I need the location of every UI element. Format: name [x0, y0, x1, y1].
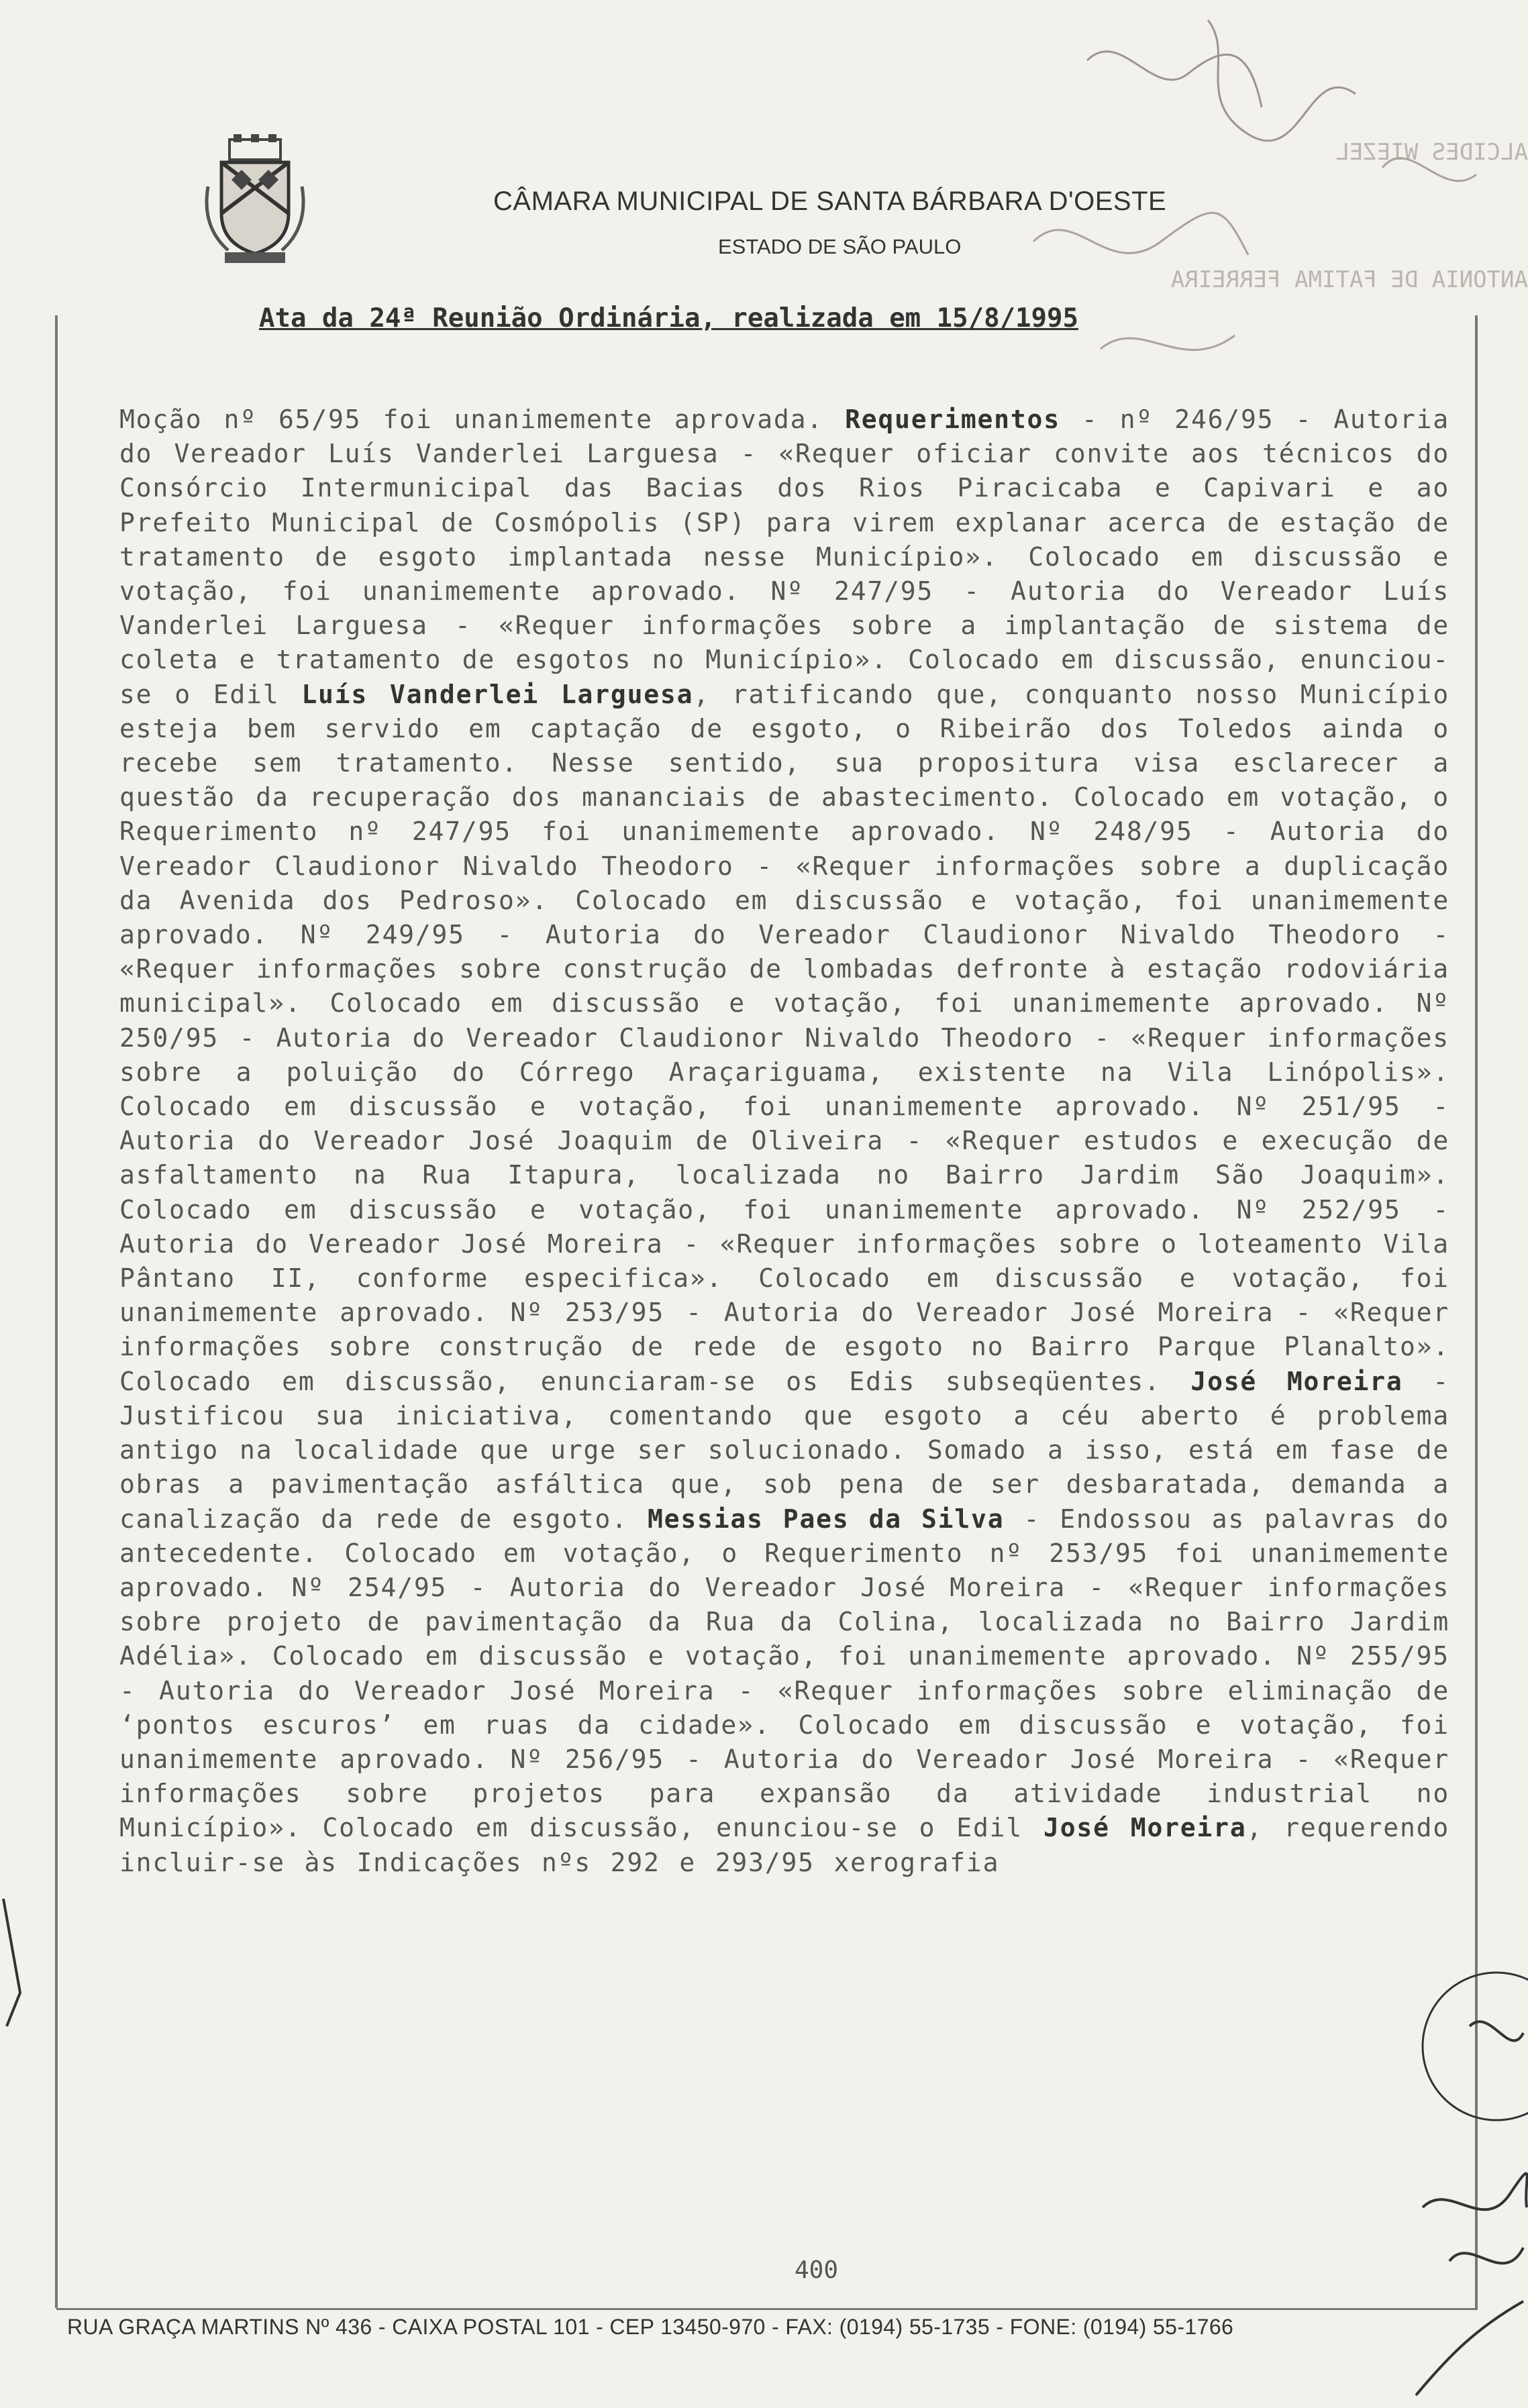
left-margin-mark-icon: [0, 1892, 40, 2040]
page-number: 400: [795, 2256, 839, 2284]
bottom-border-line: [56, 2308, 1478, 2310]
body-text-segment: - Endossou as palavras do antecedente. Colocado em votação, o Requerimento nº 253/95 foi unanimemente aprovado. Nº 254/95 - Autoria do Vereador José Moreira - «Requer informações sobre projeto de pavimentação da Rua da Colina, localizada no Bairro Jardim Adélia». Colocado em discussão e votação, foi unanimemente aprovado. Nº 255/95 - Autoria do Vereador José Moreira - «Requer informações sobre eliminação de ‘pontos escuros’ em ruas da cidade». Colocado em discussão e votação, foi unanimemente aprovado. Nº 256/95 - Autoria do Vereador José Moreira - «Requer informações sobre projetos para expansão da atividade industrial no Município». Colocado em discussão, enunciou-se o Edil: [119, 1504, 1449, 1843]
body-text-segment: - nº 246/95 - Autoria do Vereador Luís Vanderlei Larguesa - «Requer oficiar convite aos técnicos do Consórcio Intermunicipal das Bacias dos Rios Piracicaba e Capivari e ao Prefeito Municipal de Cosmópolis (SP) para virem explanar acerca de estação de tratamento de esgoto implantada nesse Município». Colocado em discussão e votação, foi unanimemente aprovado. Nº 247/95 - Autoria do Vereador Luís Vanderlei Larguesa - «Requer informações sobre a implantação de sistema de coleta e tratamento de esgotos no Município». Colocado em discussão, enunciou-se o Edil: [119, 405, 1449, 709]
bold-name-messias-paes-da-silva: Messias Paes da Silva: [647, 1504, 1005, 1534]
margin-signature-icon: [1409, 1926, 1528, 2408]
body-text-segment: , ratificando que, conquanto nosso Município esteja bem servido em captação de esgoto, o Ribeirão dos Toledos ainda o recebe sem tratamento. Nesse sentido, sua propositura visa esclarecer a questão da recuperação dos mananciais de abastecimento. Colocado em votação, o Requerimento nº 247/95 foi unanimemente aprovado. Nº 248/95 - Autoria do Vereador Claudionor Nivaldo Theodoro - «Requer informações sobre a duplicação da Avenida dos Pedroso». Colocado em discussão e votação, foi unanimemente aprovado. Nº 249/95 - Autoria do Vereador Claudionor Nivaldo Theodoro - «Requer informações sobre construção de lombadas defronte à estação rodoviária municipal». Colocado em discussão e votação, foi unanimemente aprovado. Nº 250/95 - Autoria do Vereador Claudionor Nivaldo Theodoro - «Requer informações sobre a poluição do Córrego Araçariguama, existente na Vila Linópolis». Colocado em discussão e votação, foi unanimemente aprovado. Nº 251/95 - Autoria do Vereador José Joaquim de Oliveira - «Requer estudos e execução de asfaltamento na Rua Itapura, localizada no Bairro Jardim São Joaquim». Colocado em discussão e votação, foi unanimemente aprovado. Nº 252/95 - Autoria do Vereador José Moreira - «Requer informações sobre o loteamento Vila Pântano II, conforme especifica». Colocado em discussão e votação, foi unanimemente aprovado. Nº 253/95 - Autoria do Vereador José Moreira - «Requer informações sobre construção de rede de esgoto no Bairro Parque Planalto». Colocado em discussão, enunciaram-se os Edis subseqüentes.: [119, 679, 1450, 1396]
body-text-segment: - Justificou sua iniciativa, comentando que esgoto a céu aberto é problema antigo na localidade que urge ser solucionado. Somado a isso, está em fase de obras a pavimentação asfáltica que, sob pena de ser desbaratada, demanda a canalização da rede de esgoto.: [119, 1366, 1450, 1534]
bleed-name-1: ALCIDES WIEZEL: [1335, 139, 1528, 166]
bold-name-jose-moreira: José Moreira: [1190, 1366, 1403, 1396]
minutes-title: Ata da 24ª Reunião Ordinária, realizada em 15/8/1995: [259, 303, 1078, 333]
institution-name: CÂMARA MUNICIPAL DE SANTA BÁRBARA D'OESTE: [493, 187, 1167, 216]
bold-name-luis-vanderlei-larguesa: Luís Vanderlei Larguesa: [301, 679, 694, 709]
bold-heading-requerimentos: Requerimentos: [845, 405, 1060, 434]
footer-address: RUA GRAÇA MARTINS Nº 436 - CAIXA POSTAL 101 - CEP 13450-970 - FAX: (0194) 55-1735 - FONE: (0194) 55-1766: [67, 2315, 1234, 2339]
bold-name-jose-moreira: José Moreira: [1043, 1813, 1247, 1843]
left-border-line: [55, 315, 58, 2308]
body-text-segment: , requerendo incluir-se às Indicações nºs 292 e 293/95 xerografia: [119, 1813, 1449, 1877]
municipal-coat-of-arms-icon: [201, 133, 309, 267]
bleed-name-2: ANTONIA DE FATIMA FERREIRA: [1170, 266, 1528, 293]
body-text-segment: Moção nº 65/95 foi unanimemente aprovada.: [119, 405, 846, 434]
institution-state: ESTADO DE SÃO PAULO: [718, 235, 962, 258]
minutes-body: [119, 403, 1449, 1880]
